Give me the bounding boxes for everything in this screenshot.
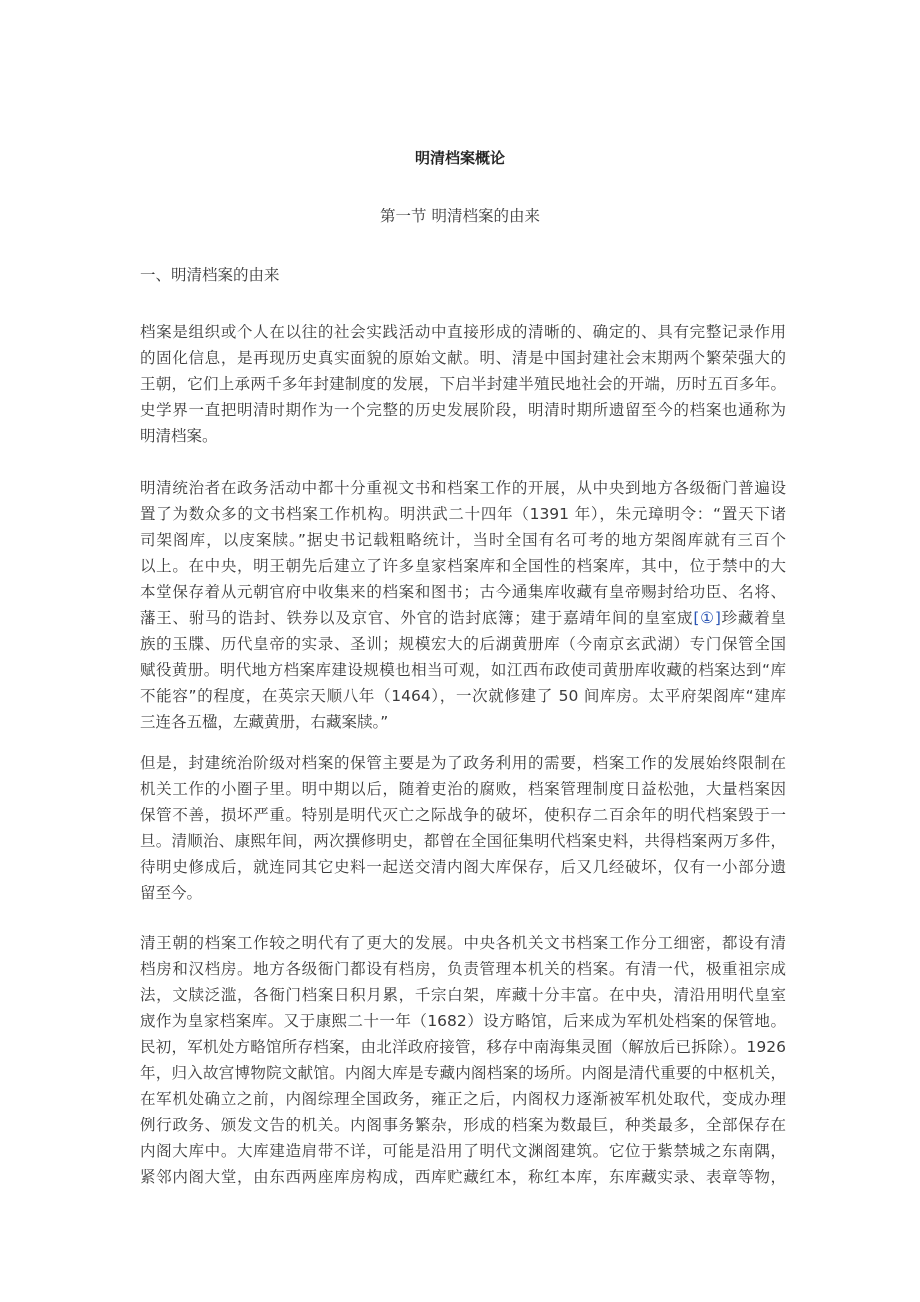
text-line: 三连各五楹，左藏黄册，右藏案牍。” — [140, 713, 389, 731]
text-line: 例行政务、颁发文告的机关。内阁事务繁杂，形成的档案为数最巨，种类最多，全部保存在 — [140, 1116, 786, 1134]
text-segment: 珍藏着皇 — [720, 609, 786, 627]
text-line: 本堂保存着从元朝官府中收集来的档案和图书；古今通集库收藏有皇帝赐封给功臣、名将、 — [140, 583, 786, 601]
subsection-heading: 一、明清档案的由来 — [140, 266, 280, 284]
text-line: 法，文牍泛滥，各衙门档案日积月累，千宗白架，库藏十分丰富。在中央，清沿用明代皇室 — [140, 986, 786, 1004]
text-line: 民初，军机处方略馆所存档案，由北洋政府接管，移存中南海集灵囿（解放后已拆除）。1926 — [140, 1038, 786, 1056]
document-title: 明清档案概论 — [414, 149, 505, 167]
text-line: 王朝，它们上承两千多年封建制度的发展，下启半封建半殖民地社会的开端，历时五百多年。 — [140, 375, 786, 393]
text-line: 紧邻内阁大堂，由东西两座库房构成，西库贮藏红本，称红本库，东库藏实录、表章等物， — [140, 1168, 786, 1186]
text-line: 年，归入故宫博物院文献馆。内阁大库是专藏内阁档案的场所。内阁是清代重要的中枢机关， — [140, 1064, 786, 1082]
footnote-link[interactable]: [①] — [693, 609, 721, 627]
text-segment: 藩王、驸马的诰封、铁券以及京官、外官的诰封底簿；建于嘉靖年间的皇室宬 — [140, 609, 694, 627]
text-line: 置了为数众多的文书档案工作机构。明洪武二十四年（1391 年），朱元璋明令：“置天下诸 — [140, 505, 786, 523]
text-line: 的固化信息，是再现历史真实面貌的原始文献。明、清是中国封建社会末期两个繁荣强大的 — [140, 349, 786, 367]
text-line: 留至今。 — [140, 884, 203, 902]
text-line: 宬作为皇家档案库。又于康熙二十一年（1682）设方略馆，后来成为军机处档案的保管地。 — [140, 1012, 786, 1030]
text-line: 史学界一直把明清时期作为一个完整的历史发展阶段，明清时期所遗留至今的档案也通称为 — [140, 401, 786, 419]
text-line: 内阁大库中。大库建造肩带不详，可能是沿用了明代文渊阁建筑。它位于紫禁城之东南隅， — [140, 1142, 786, 1160]
paragraph-1 — [140, 319, 786, 449]
text-line: 待明史修成后，就连同其它史料一起送交清内阁大库保存，后又几经破坏，仅有一小部分遗 — [140, 858, 786, 876]
text-line: 司架阁库，以庋案牍。”据史书记载粗略统计，当时全国有名可考的地方架阁库就有三百个 — [140, 531, 786, 549]
text-line: 明清统治者在政务活动中都十分重视文书和档案工作的开展，从中央到地方各级衙门普遍设 — [140, 479, 786, 497]
text-line: 在军机处确立之前，内阁综理全国政务，雍正之后，内阁权力逐渐被军机处取代，变成办理 — [140, 1090, 786, 1108]
text-line: 不能容”的程度，在英宗天顺八年（1464），一次就修建了 50 间库房。太平府架阁库“建库 — [140, 687, 786, 705]
text-line: 档房和汉档房。地方各级衙门都设有档房，负责管理本机关的档案。有清一代，极重祖宗成 — [140, 960, 786, 978]
paragraph-4 — [140, 930, 786, 1190]
text-line: 明清档案。 — [140, 427, 218, 445]
text-line: 赋役黄册。明代地方档案库建设规模也相当可观，如江西布政使司黄册库收藏的档案达到“库 — [140, 661, 786, 679]
text-line — [140, 605, 786, 631]
paragraph-2 — [140, 475, 786, 735]
paragraph-3 — [140, 750, 786, 906]
text-line: 旦。清顺治、康熙年间，两次撰修明史，都曾在全国征集明代档案史料，共得档案两万多件， — [140, 832, 786, 850]
text-line: 保管不善，损坏严重。特别是明代灭亡之际战争的破坏，使积存二百余年的明代档案毁于一 — [140, 806, 786, 824]
text-line: 档案是组织或个人在以往的社会实践活动中直接形成的清晰的、确定的、具有完整记录作用 — [140, 323, 786, 341]
section-title: 第一节 明清档案的由来 — [380, 207, 540, 225]
text-line: 族的玉牒、历代皇帝的实录、圣训；规模宏大的后湖黄册库（今南京玄武湖）专门保管全国 — [140, 635, 786, 653]
text-line: 清王朝的档案工作较之明代有了更大的发展。中央各机关文书档案工作分工细密，都设有清 — [140, 934, 786, 952]
text-line: 但是，封建统治阶级对档案的保管主要是为了政务利用的需要，档案工作的发展始终限制在 — [140, 754, 786, 772]
text-line: 机关工作的小圈子里。明中期以后，随着吏治的腐败，档案管理制度日益松弛，大量档案因 — [140, 780, 786, 798]
text-line: 以上。在中央，明王朝先后建立了许多皇家档案库和全国性的档案库，其中，位于禁中的大 — [140, 557, 786, 575]
